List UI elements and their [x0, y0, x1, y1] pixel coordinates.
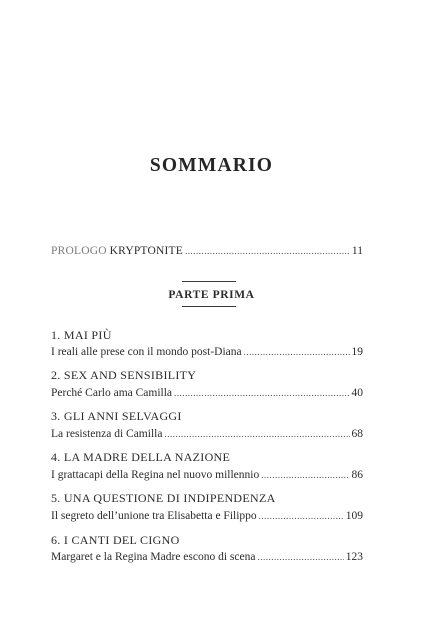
chapter-page-number: 40 [351, 387, 363, 399]
chapter-entry [51, 386, 363, 400]
part-bottom-rule [182, 306, 236, 307]
chapter-heading: 2. SEX AND SENSIBILITY [51, 368, 197, 382]
chapter-page-number: 19 [351, 346, 363, 358]
dot-leader [259, 509, 344, 523]
chapter-entry [51, 468, 363, 482]
dot-leader [257, 550, 343, 564]
chapter-subtitle: La resistenza di Camilla [51, 428, 163, 440]
chapter-subtitle: I grattacapi della Regina nel nuovo millennio [51, 469, 260, 481]
chapter-page-number: 109 [345, 510, 363, 522]
chapter-page-number: 86 [351, 469, 363, 481]
prologue-page-number: 11 [351, 245, 363, 257]
chapter-subtitle: Perché Carlo ama Camilla [51, 387, 173, 399]
dot-leader [164, 427, 349, 441]
chapter-heading: 1. MAI PIÙ [51, 328, 112, 342]
prologue-title: KRYPTONITE [109, 245, 183, 257]
dot-leader [261, 468, 349, 482]
dot-leader [244, 345, 350, 359]
dot-leader [174, 386, 349, 400]
chapter-subtitle: I reali alle prese con il mondo post-Diana [51, 346, 242, 358]
chapter-page-number: 123 [345, 551, 363, 563]
chapter-heading: 6. I CANTI DEL CIGNO [51, 533, 180, 547]
toc-title: SOMMARIO [149, 155, 274, 176]
chapter-heading: 5. UNA QUESTIONE DI INDIPENDENZA [51, 491, 276, 505]
prologue-prefix: PROLOGO [51, 245, 107, 257]
chapter-page-number: 68 [351, 428, 363, 440]
chapter-heading: 4. LA MADRE DELLA NAZIONE [51, 450, 231, 464]
chapter-heading: 3. GLI ANNI SELVAGGI [51, 409, 182, 423]
toc-prologue-entry [51, 244, 363, 258]
prologue-label [51, 244, 183, 258]
chapter-entry [51, 345, 363, 359]
chapter-entry [51, 509, 363, 523]
chapter-entry [51, 427, 363, 441]
chapter-subtitle: Il segreto dell’unione tra Elisabetta e Filippo [51, 510, 257, 522]
chapter-subtitle: Margaret e la Regina Madre escono di scena [51, 551, 256, 563]
dot-leader [185, 244, 350, 258]
chapter-entry [51, 550, 363, 564]
part-top-rule [182, 281, 236, 282]
part-heading: PARTE PRIMA [168, 289, 255, 301]
